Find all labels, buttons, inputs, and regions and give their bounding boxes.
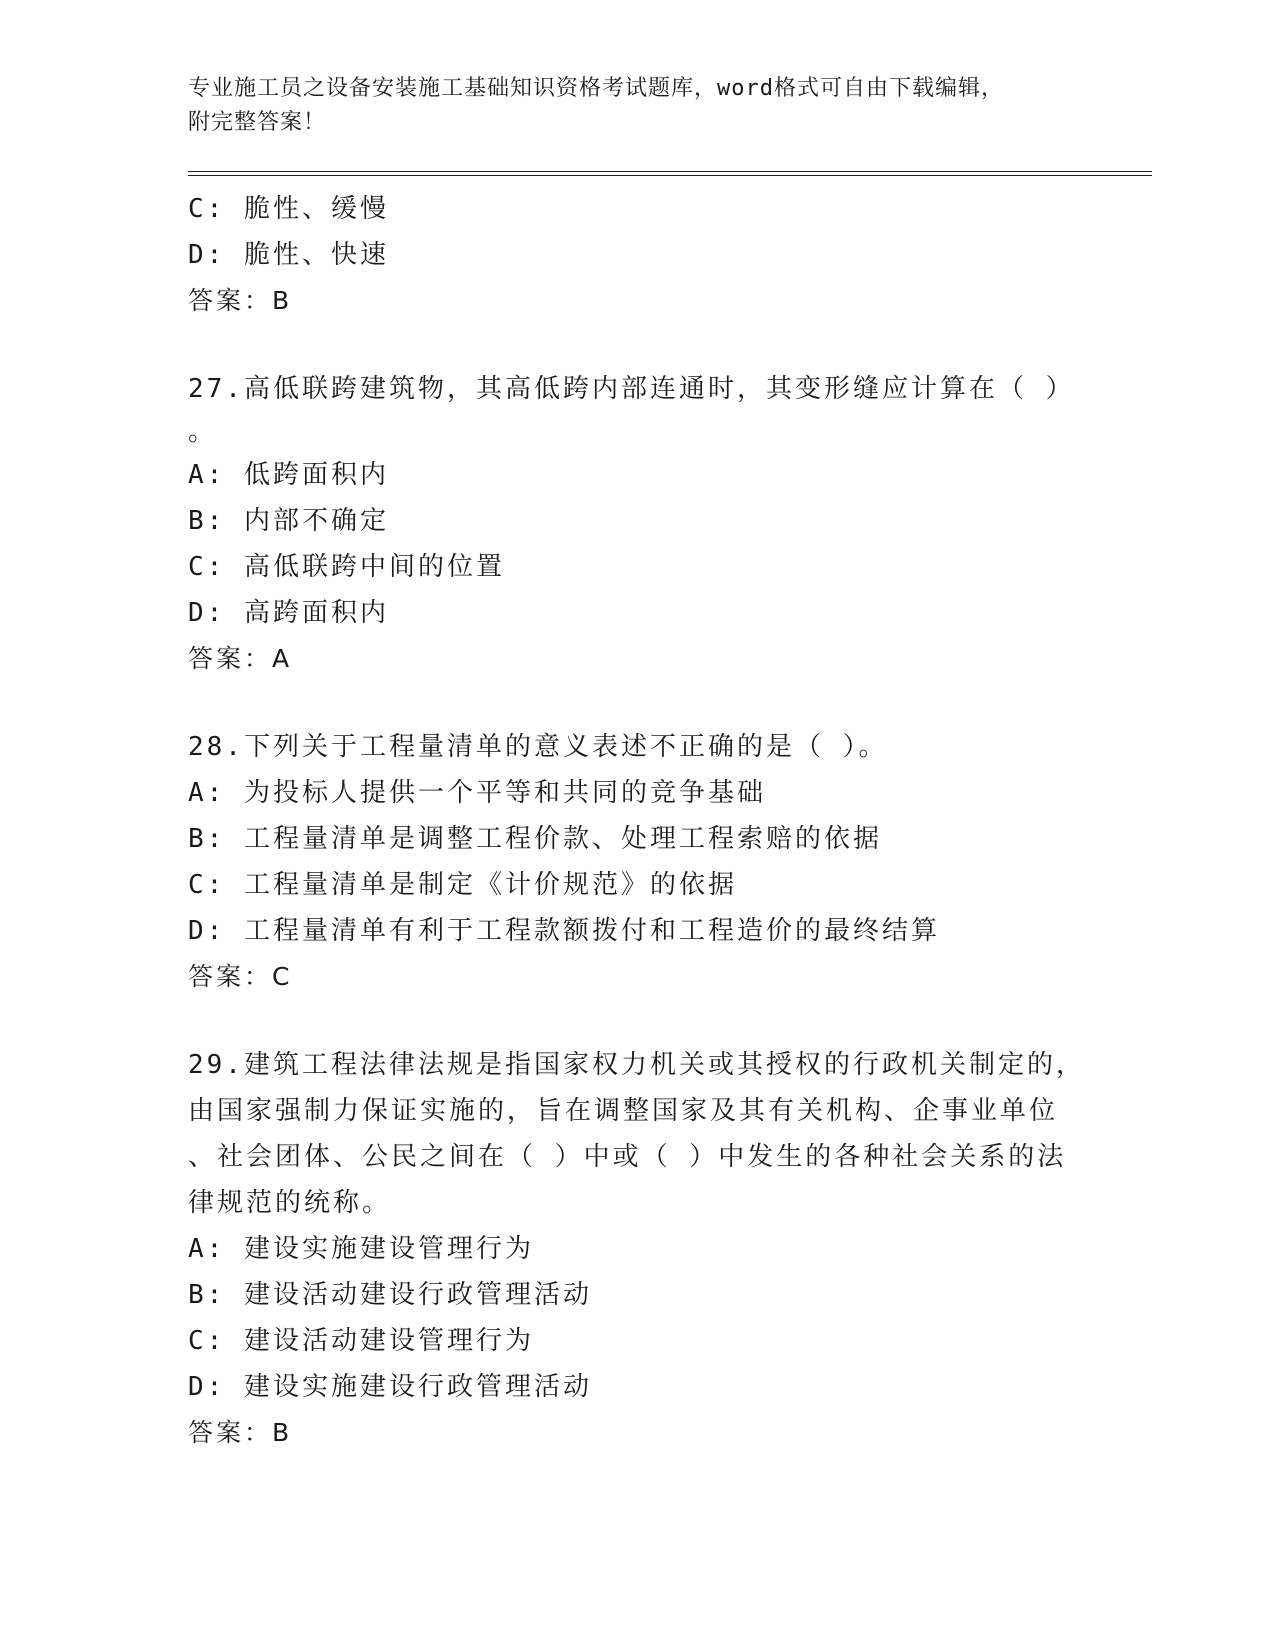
option-c: C: 建设活动建设管理行为 [188, 1326, 534, 1356]
option-d: D: 建设实施建设行政管理活动 [188, 1372, 592, 1402]
option-d: D: 脆性、快速 [188, 240, 389, 270]
answer-line: 答案：C [188, 962, 293, 991]
question-text: 、社会团体、公民之间在（ ）中或（ ）中发生的各种社会关系的法 [188, 1142, 1067, 1172]
question-text: 。 [188, 417, 218, 447]
option-b: B: 工程量清单是调整工程价款、处理工程索赔的依据 [188, 824, 882, 854]
question-text: 律规范的统称。 [188, 1188, 392, 1218]
header-line-1: 专业施工员之设备安装施工基础知识资格考试题库，word格式可自由下载编辑， [188, 76, 1004, 101]
option-d: D: 高跨面积内 [188, 598, 389, 628]
document-header [188, 72, 1068, 140]
answer-line: 答案：B [188, 1418, 293, 1447]
question-text: 28.下列关于工程量清单的意义表述不正确的是（ ）。 [188, 732, 888, 762]
answer-line: 答案：A [188, 644, 293, 673]
option-b: B: 内部不确定 [188, 506, 389, 536]
option-a: A: 低跨面积内 [188, 460, 389, 490]
option-d: D: 工程量清单有利于工程款额拨付和工程造价的最终结算 [188, 916, 940, 946]
header-rule-top [188, 171, 1152, 172]
option-a: A: 为投标人提供一个平等和共同的竞争基础 [188, 778, 766, 808]
question-29 [188, 1042, 1088, 1456]
option-c: C: 工程量清单是制定《计价规范》的依据 [188, 870, 737, 900]
option-a: A: 建设实施建设管理行为 [188, 1234, 534, 1264]
question-content [188, 186, 1088, 1456]
option-c: C: 高低联跨中间的位置 [188, 552, 505, 582]
question-text: 29.建筑工程法律法规是指国家权力机关或其授权的行政机关制定的， [188, 1050, 1085, 1080]
header-rule-bottom [188, 175, 1152, 176]
header-line-2: 附完整答案！ [188, 110, 327, 135]
question-text: 由国家强制力保证实施的，旨在调整国家及其有关机构、企事业单位 [188, 1096, 1059, 1126]
question-27 [188, 366, 1088, 682]
option-b: B: 建设活动建设行政管理活动 [188, 1280, 592, 1310]
question-28 [188, 724, 1088, 1000]
previous-question-tail [188, 186, 1088, 324]
question-text: 27.高低联跨建筑物，其高低跨内部连通时，其变形缝应计算在（ ） [188, 374, 1075, 404]
answer-line: 答案：B [188, 286, 293, 315]
option-c: C: 脆性、缓慢 [188, 194, 389, 224]
